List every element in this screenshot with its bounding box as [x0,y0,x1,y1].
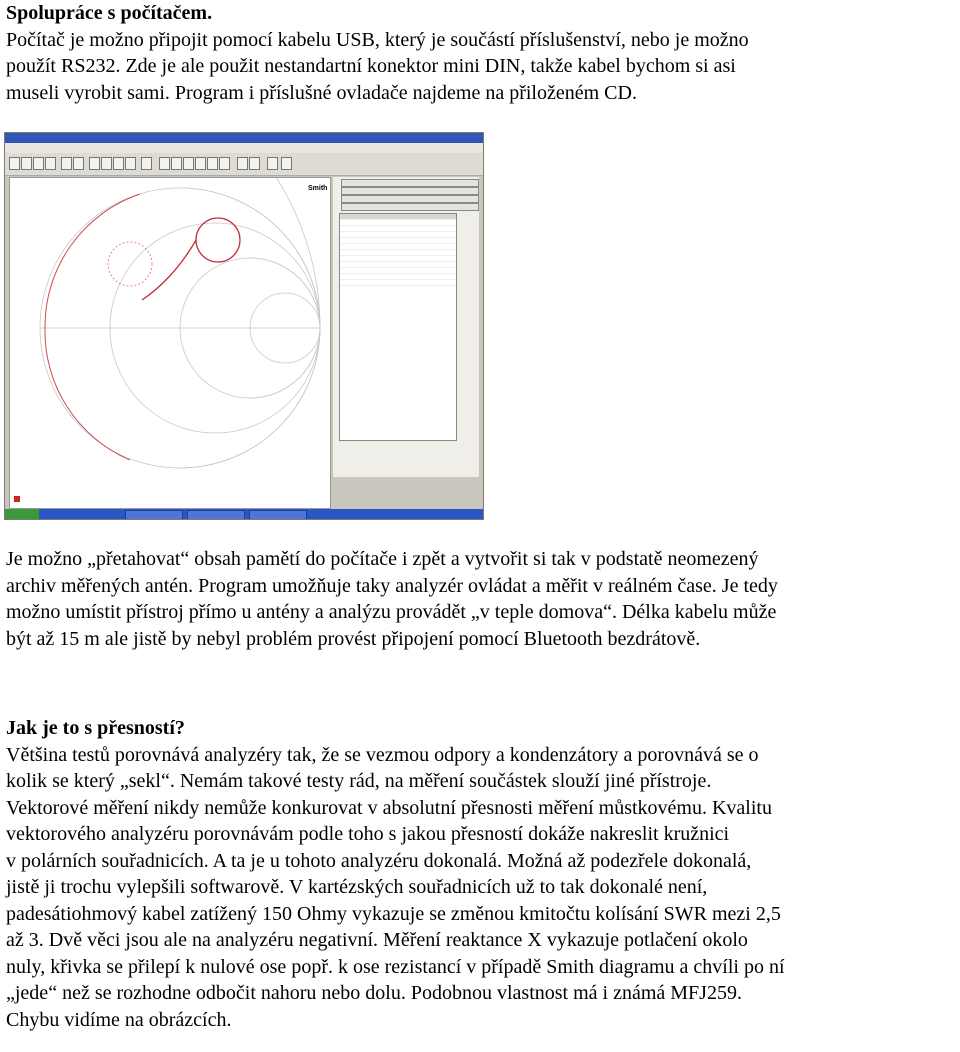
paragraph-line: v polárních souřadnicích. A ta je u tohoto analyzéru dokonalá. Možná až podezřele dokonalá, [6,849,752,872]
panel-button[interactable] [341,195,479,203]
toolbar-icon [9,157,20,170]
heading-computer-cooperation: Spolupráce s počítačem. [6,2,213,24]
paragraph-line: Je možno „přetahovat“ obsah pamětí do počítače i zpět a vytvořit si tak v podstatě neomezený [6,548,759,570]
taskbar-item[interactable] [187,510,245,520]
paragraph-line: použít RS232. Zde je ale použit nestandartní konektor mini DIN, takže kabel bychom si asi [6,55,736,77]
paragraph-line: Většina testů porovnává analyzéry tak, že se vezmou odpory a kondenzátory a porovnává se o [6,743,759,766]
data-transfer-section [6,546,958,652]
toolbar-icon [219,157,230,170]
paragraph-line: až 3. Dvě věci jsou ale na analyzéru negativní. Měření reaktance X vykazuje potlačení okolo [6,929,748,951]
toolbar-icon [45,157,56,170]
window-menubar [5,143,483,153]
paragraph-line: museli vyrobit sami. Program i příslušné ovladače najdeme na přiloženém CD. [6,81,637,104]
smith-chart [10,178,330,508]
paragraph-line: „jede“ než se rozhodne odbočit nahoru nebo dolu. Podobnou vlastnost má i známá MFJ259. [6,982,742,1004]
toolbar-icon [33,157,44,170]
toolbar-icon [183,157,194,170]
paragraph-line: Počítač je možno připojit pomocí kabelu USB, který je součástí příslušenství, nebo je možno [6,28,749,51]
toolbar-icon [207,157,218,170]
panel-button[interactable] [341,179,479,187]
toolbar-icon [237,157,248,170]
toolbar-icon [125,157,136,170]
paragraph-line: kolik se který „sekl“. Nemám takové testy rád, na měření součástek slouží jiné přístroje. [6,770,712,792]
toolbar-icon [159,157,170,170]
window-titlebar [5,133,483,143]
smith-chart-area [9,177,331,509]
paragraph-line: archiv měřených antén. Program umožňuje taky analyzér ovládat a měřit v reálném čase. Je tedy [6,574,778,597]
taskbar-item[interactable] [249,510,307,520]
panel-button[interactable] [341,203,479,211]
software-screenshot [4,132,484,520]
toolbar-icon [101,157,112,170]
start-button[interactable] [5,509,39,519]
toolbar-icon [281,157,292,170]
side-panel [333,177,479,477]
paragraph-line: možno umístit přístroj přímo u antény a analýzu provádět „v teple domova“. Délka kabelu může [6,601,777,623]
accuracy-section [6,715,958,1033]
toolbar-icon [73,157,84,170]
toolbar-icon [195,157,206,170]
heading-accuracy: Jak je to s přesností? [6,717,185,739]
paragraph-line: být až 15 m ale jistě by nebyl problém provést připojení pomocí Bluetooth bezdrátově. [6,627,701,650]
window-toolbar [5,153,483,176]
paragraph-line: vektorového analyzéru porovnávám podle toho s jakou přesností dokáže nakreslit kružnici [6,823,730,845]
intro-section [6,0,958,106]
toolbar-icon [141,157,152,170]
memory-table [339,213,457,441]
toolbar-icon [171,157,182,170]
chart-mode-label: Smith [308,185,328,192]
toolbar-icon [267,157,278,170]
toolbar-icon [61,157,72,170]
windows-taskbar [5,509,483,519]
paragraph-line: Vektorové měření nikdy nemůže konkurovat v absolutní přesnosti měření můstkovému. Kvalitu [6,796,772,819]
toolbar-icon [249,157,260,170]
toolbar-icon [21,157,32,170]
taskbar-item[interactable] [125,510,183,520]
paragraph-line: padesátiohmový kabel zatížený 150 Ohmy vykazuje se změnou kmitočtu kolísání SWR mezi 2,5 [6,902,781,925]
paragraph-line: jistě ji trochu vylepšili softwarově. V kartézských souřadnicích už to tak dokonalé není, [6,876,708,898]
paragraph-line: nuly, křivka se přilepí k nulové ose popř. k ose rezistancí v případě Smith diagramu a chvíli po ní [6,955,785,978]
paragraph-line: Chybu vidíme na obrázcích. [6,1008,232,1031]
toolbar-icon [89,157,100,170]
panel-button[interactable] [341,187,479,195]
toolbar-icon [113,157,124,170]
